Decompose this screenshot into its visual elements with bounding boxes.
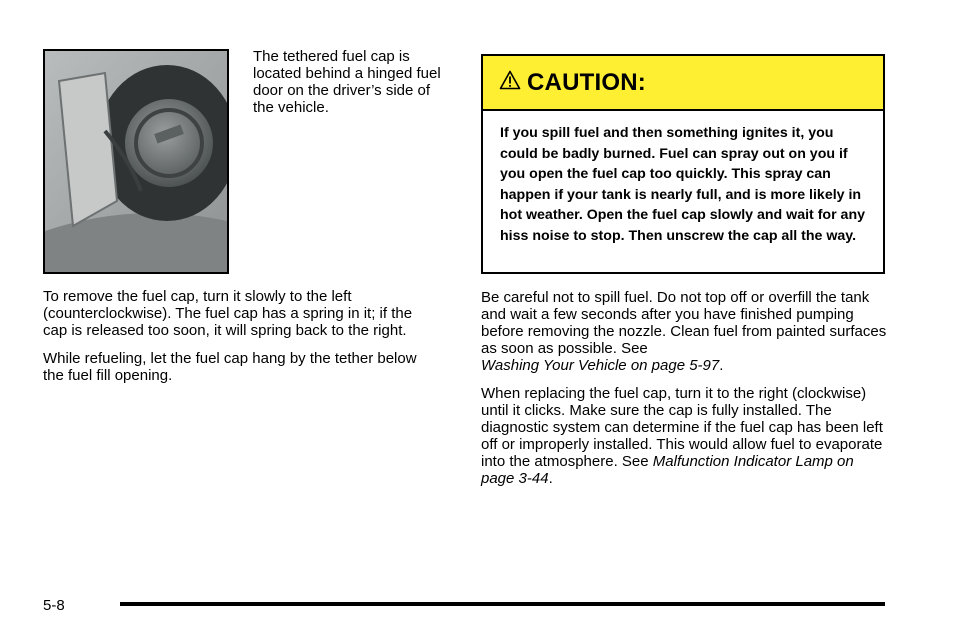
caution-box: [481, 54, 885, 274]
caution-text: If you spill fuel and then something ignites it, you could be badly burned. Fuel can spray out on you if you open the fuel cap too quickly. This spray can happen if your tank is nearly full, and is more likely in hot weather. Open the fuel cap slowly and wait for any hiss noise to stop. Then unscrew the cap all the way.: [500, 125, 866, 244]
period: .: [719, 357, 724, 374]
photo-caption: The tethered fuel cap is located behind a hinged fuel door on the driver’s side of the vehicle.: [253, 48, 441, 116]
left-column: [43, 288, 438, 395]
fuel-door-photo: [43, 49, 229, 274]
paragraph-replacing: [481, 385, 891, 487]
warning-triangle-icon: [499, 70, 521, 95]
paragraph-remove-cap: To remove the fuel cap, turn it slowly to the left (counterclockwise). The fuel cap has a spring in it; if the cap is released too soon, it will spring back to the right.: [43, 288, 413, 339]
right-column: [481, 289, 891, 498]
paragraph-replacing-text: When replacing the fuel cap, turn it to the right (clockwise) until it clicks. Make sure the cap is fully installed. The diagnostic system can determine if the fuel cap has been left off or improperly installed. This would allow fuel to evaporate into the atmosphere. See: [481, 385, 883, 470]
paragraph-spill: [481, 289, 891, 374]
footer-rule: [120, 602, 885, 606]
link-washing-vehicle[interactable]: Washing Your Vehicle on page 5-97: [481, 357, 720, 374]
link-malfunction-lamp[interactable]: Malfunction Indicator Lamp on page 3-44: [481, 453, 854, 487]
paragraph-spill-text: Be careful not to spill fuel. Do not top off or overfill the tank and wait a few seconds after you have finished pumping before removing the nozzle. Clean fuel from painted surfaces as soon as possible. See: [481, 289, 887, 357]
paragraph-refueling: While refueling, let the fuel cap hang by the tether below the fuel fill opening.: [43, 350, 417, 384]
caution-header: [483, 56, 883, 111]
period: .: [548, 470, 553, 487]
page-number: 5-8: [43, 597, 65, 614]
caution-title: CAUTION:: [527, 68, 646, 96]
